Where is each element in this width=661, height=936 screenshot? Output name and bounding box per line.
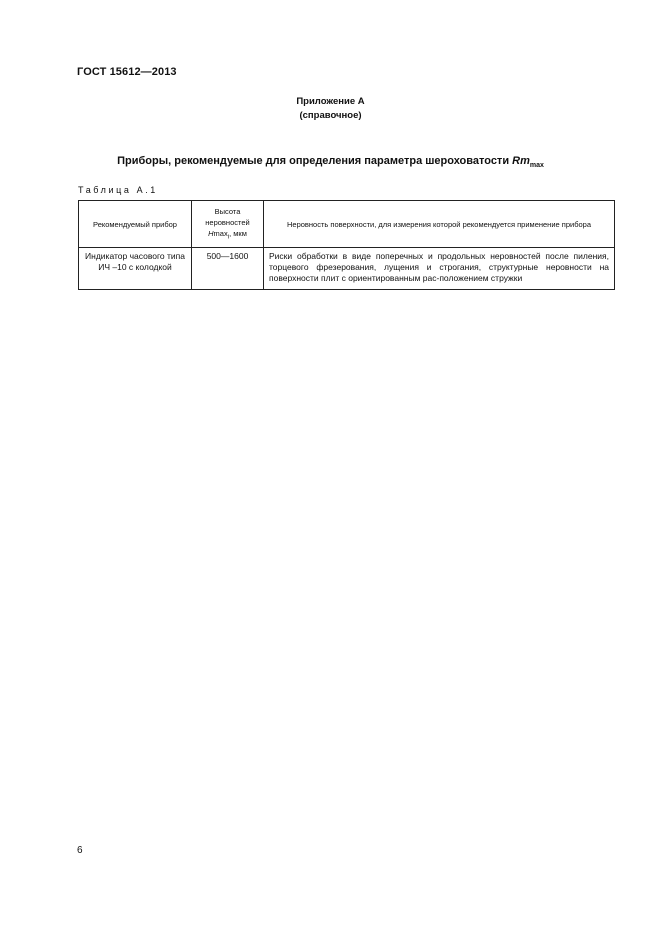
appendix-heading xyxy=(0,95,661,123)
cell-description: Риски обработки в виде поперечных и продольных неровностей после пиления, торцевого фрезерования, лущения и строгания, структурные неровности на поверхности плит с ориентированным рас-положением стружки xyxy=(264,248,615,290)
header-height-line1: Высота xyxy=(214,206,241,216)
page-number: 6 xyxy=(77,845,83,856)
cell-height: 500—1600 xyxy=(192,248,264,290)
header-height-line2: неровностей xyxy=(205,217,250,227)
section-title-subscript: max xyxy=(529,162,544,169)
header-height-unit: , мкм xyxy=(229,228,247,238)
cell-device: Индикатор часового типа ИЧ –10 с колодкой xyxy=(79,248,192,290)
section-title-text: Приборы, рекомендуемые для определения параметра шероховатости xyxy=(117,155,513,167)
table-caption: Таблица А.1 xyxy=(78,185,158,195)
table-row xyxy=(79,248,615,290)
section-title xyxy=(0,155,661,169)
header-surface: Неровность поверхности, для измерения которой рекомендуется применение прибора xyxy=(264,201,615,248)
header-height-symbol: Н xyxy=(208,228,214,238)
section-title-symbol: Rm xyxy=(512,155,530,167)
instruments-table xyxy=(78,200,615,290)
appendix-title: Приложение А xyxy=(296,96,365,107)
header-device: Рекомендуемый прибор xyxy=(79,201,192,248)
header-height-rest: max xyxy=(213,228,228,238)
header-height-sub: i xyxy=(227,233,230,241)
appendix-subtitle: (справочное) xyxy=(299,110,362,121)
document-code: ГОСТ 15612—2013 xyxy=(77,66,177,78)
table-header-row xyxy=(79,201,615,248)
header-height xyxy=(192,201,264,248)
header-height-line3 xyxy=(192,228,263,243)
